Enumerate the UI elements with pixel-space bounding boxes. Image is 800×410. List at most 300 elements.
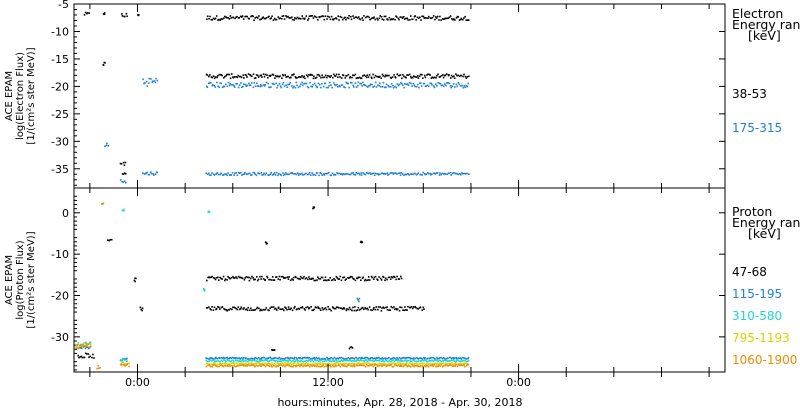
data-point	[312, 84, 314, 86]
data-point	[82, 357, 84, 359]
data-point	[454, 86, 456, 88]
data-point	[277, 361, 279, 363]
data-point	[414, 76, 416, 78]
data-point	[462, 19, 464, 21]
data-point	[364, 363, 366, 365]
data-point	[375, 173, 377, 175]
data-point	[331, 16, 333, 18]
legend-heading-line: [keV]	[748, 28, 781, 43]
data-point	[409, 82, 411, 84]
data-point	[458, 16, 460, 18]
y-tick-label: -5	[58, 0, 69, 11]
data-point	[324, 77, 326, 79]
data-point	[320, 359, 322, 361]
data-point	[281, 18, 283, 20]
data-point	[362, 75, 364, 77]
data-point	[341, 280, 343, 282]
data-point	[122, 181, 124, 183]
data-point	[256, 175, 258, 177]
data-point	[325, 75, 327, 77]
data-point	[261, 276, 263, 278]
data-point	[368, 17, 370, 19]
data-point	[381, 366, 383, 368]
data-point	[399, 306, 401, 308]
data-point	[296, 308, 298, 310]
data-point	[269, 363, 271, 365]
data-point	[453, 75, 455, 77]
data-point	[92, 354, 94, 356]
data-point	[226, 279, 228, 281]
data-point	[91, 357, 93, 359]
data-point	[216, 77, 218, 79]
data-point	[207, 16, 209, 18]
data-point	[375, 19, 377, 21]
data-point	[379, 76, 381, 78]
data-point	[208, 76, 210, 78]
data-point	[243, 357, 245, 359]
data-point	[348, 364, 350, 366]
data-point	[256, 365, 258, 367]
data-point	[451, 358, 453, 360]
data-point	[284, 18, 286, 20]
data-point	[229, 74, 231, 76]
data-point	[126, 358, 128, 360]
data-point	[128, 366, 130, 368]
data-point	[428, 16, 430, 18]
data-point	[258, 85, 260, 87]
data-point	[318, 366, 320, 368]
data-point	[243, 18, 245, 20]
data-point	[261, 76, 263, 78]
data-point	[403, 16, 405, 18]
data-point	[317, 358, 319, 360]
data-point	[344, 358, 346, 360]
data-point	[367, 16, 369, 18]
data-point	[405, 359, 407, 361]
data-point	[156, 172, 158, 174]
data-point	[317, 172, 319, 174]
data-point	[247, 173, 249, 175]
data-point	[257, 75, 259, 77]
data-point	[418, 77, 420, 79]
data-point	[207, 307, 209, 309]
data-point	[258, 308, 260, 310]
data-point	[271, 279, 273, 281]
data-point	[251, 174, 253, 176]
data-point	[207, 358, 209, 360]
data-point	[222, 306, 224, 308]
data-point	[238, 365, 240, 367]
data-point	[124, 359, 126, 361]
data-point	[77, 355, 79, 357]
data-point	[361, 174, 363, 176]
data-point	[350, 309, 352, 311]
data-point	[240, 308, 242, 310]
data-point	[260, 278, 262, 280]
data-point	[89, 356, 91, 358]
data-point	[462, 173, 464, 175]
data-point	[134, 281, 136, 283]
data-point	[446, 18, 448, 20]
data-point	[330, 75, 332, 77]
data-point	[301, 360, 303, 362]
data-point	[426, 17, 428, 19]
data-point	[389, 277, 391, 279]
data-point	[209, 74, 211, 76]
data-point	[300, 83, 302, 85]
data-point	[370, 357, 372, 359]
data-point	[405, 77, 407, 79]
data-point	[443, 362, 445, 364]
data-point	[400, 16, 402, 18]
data-point	[367, 74, 369, 76]
data-point	[434, 19, 436, 21]
data-point	[256, 276, 258, 278]
data-point	[309, 366, 311, 368]
data-point	[224, 76, 226, 78]
data-point	[324, 363, 326, 365]
data-point	[437, 363, 439, 365]
data-point	[440, 357, 442, 359]
data-point	[453, 365, 455, 367]
data-point	[370, 365, 372, 367]
data-point	[273, 74, 275, 76]
data-point	[234, 363, 236, 365]
data-point	[315, 174, 317, 176]
data-point	[433, 85, 435, 87]
data-point	[311, 358, 313, 360]
data-point	[449, 364, 451, 366]
data-point	[229, 18, 231, 20]
data-point	[417, 84, 419, 86]
data-point	[254, 360, 256, 362]
data-point	[456, 358, 458, 360]
data-point	[127, 363, 129, 365]
data-point	[276, 276, 278, 278]
data-point	[274, 77, 276, 79]
data-point	[255, 85, 257, 87]
data-point	[435, 77, 437, 79]
data-point	[121, 361, 123, 363]
data-point	[399, 84, 401, 86]
data-point	[293, 307, 295, 309]
data-point	[301, 75, 303, 77]
data-point	[307, 19, 309, 21]
data-point	[251, 276, 253, 278]
data-point	[274, 349, 276, 351]
data-point	[75, 346, 77, 348]
data-point	[428, 363, 430, 365]
data-point	[277, 175, 279, 177]
data-point	[270, 17, 272, 19]
data-point	[264, 76, 266, 78]
data-point	[275, 357, 277, 359]
data-point	[106, 145, 108, 147]
data-point	[352, 307, 354, 309]
data-point	[382, 86, 384, 88]
data-point	[466, 19, 468, 21]
data-point	[414, 358, 416, 360]
data-point	[362, 307, 364, 309]
data-point	[229, 365, 231, 367]
data-point	[423, 307, 425, 309]
data-point	[366, 77, 368, 79]
data-point	[288, 276, 290, 278]
data-point	[236, 278, 238, 280]
data-point	[218, 174, 220, 176]
data-point	[411, 85, 413, 87]
data-point	[325, 307, 327, 309]
data-point	[243, 83, 245, 85]
data-point	[124, 16, 126, 18]
data-point	[400, 174, 402, 176]
data-point	[221, 75, 223, 77]
data-point	[366, 359, 368, 361]
data-point	[352, 85, 354, 87]
data-point	[273, 306, 275, 308]
data-point	[455, 364, 457, 366]
data-point	[106, 143, 108, 145]
data-point	[317, 276, 319, 278]
data-point	[248, 73, 250, 75]
data-point	[417, 75, 419, 77]
data-point	[423, 83, 425, 85]
data-point	[93, 357, 95, 359]
data-point	[388, 86, 390, 88]
data-point	[326, 280, 328, 282]
data-point	[258, 362, 260, 364]
data-point	[313, 78, 315, 80]
data-point	[247, 307, 249, 309]
data-point	[309, 82, 311, 84]
data-point	[412, 18, 414, 20]
data-point	[253, 87, 255, 89]
data-point	[310, 15, 312, 17]
data-point	[284, 366, 286, 368]
data-point	[284, 86, 286, 88]
data-point	[440, 83, 442, 85]
data-point	[210, 174, 212, 176]
data-point	[307, 306, 309, 308]
data-point	[222, 361, 224, 363]
data-point	[154, 80, 156, 82]
data-point	[277, 85, 279, 87]
data-point	[246, 75, 248, 77]
data-point	[409, 174, 411, 176]
data-point	[437, 74, 439, 76]
data-point	[253, 19, 255, 21]
data-point	[390, 278, 392, 280]
data-point	[302, 174, 304, 176]
data-point	[285, 357, 287, 359]
data-point	[351, 365, 353, 367]
proton-flux-panel	[4, 188, 800, 372]
legend-entry: 115-195	[732, 287, 783, 301]
data-point	[458, 82, 460, 84]
data-point	[248, 277, 250, 279]
data-point	[213, 309, 215, 311]
data-point	[311, 15, 313, 17]
data-point	[362, 358, 364, 360]
data-point	[124, 365, 126, 367]
data-point	[126, 15, 128, 17]
data-point	[316, 17, 318, 19]
data-point	[217, 277, 219, 279]
data-point	[251, 364, 253, 366]
data-point	[418, 172, 420, 174]
data-point	[246, 76, 248, 78]
data-point	[279, 17, 281, 19]
data-point	[361, 85, 363, 87]
data-point	[407, 365, 409, 367]
data-point	[386, 279, 388, 281]
data-point	[248, 83, 250, 85]
data-point	[286, 173, 288, 175]
data-point	[316, 307, 318, 309]
data-point	[458, 364, 460, 366]
data-point	[155, 82, 157, 84]
data-point	[360, 279, 362, 281]
data-point	[300, 18, 302, 20]
data-point	[287, 86, 289, 88]
data-point	[306, 83, 308, 85]
data-point	[422, 172, 424, 174]
data-point	[257, 307, 259, 309]
data-point	[382, 359, 384, 361]
data-point	[258, 76, 260, 78]
data-point	[306, 74, 308, 76]
data-point	[266, 82, 268, 84]
data-point	[388, 360, 390, 362]
data-point	[320, 77, 322, 79]
data-point	[279, 75, 281, 77]
data-point	[324, 174, 326, 176]
data-point	[404, 83, 406, 85]
data-point	[326, 87, 328, 89]
data-point	[317, 364, 319, 366]
data-point	[368, 173, 370, 175]
data-point	[314, 83, 316, 85]
data-point	[120, 179, 122, 181]
data-point	[290, 77, 292, 79]
data-point	[445, 173, 447, 175]
data-point	[427, 358, 429, 360]
data-point	[355, 82, 357, 84]
data-point	[279, 279, 281, 281]
data-point	[346, 173, 348, 175]
data-point	[374, 77, 376, 79]
data-point	[369, 279, 371, 281]
data-point	[142, 308, 144, 310]
data-point	[303, 76, 305, 78]
data-point	[342, 84, 344, 86]
data-point	[376, 364, 378, 366]
data-point	[292, 279, 294, 281]
data-point	[375, 309, 377, 311]
data-point	[399, 278, 401, 280]
data-point	[317, 19, 319, 21]
data-point	[207, 74, 209, 76]
x-tick-label: 0:00	[506, 376, 531, 389]
data-point	[268, 310, 270, 312]
data-point	[422, 77, 424, 79]
data-point	[258, 15, 260, 17]
data-point	[358, 307, 360, 309]
data-point	[295, 87, 297, 89]
data-point	[400, 74, 402, 76]
data-point	[328, 85, 330, 87]
data-point	[461, 358, 463, 360]
y-tick-label: 0	[62, 206, 69, 220]
data-point	[238, 306, 240, 308]
data-point	[320, 87, 322, 89]
data-point	[107, 145, 109, 147]
data-point	[217, 172, 219, 174]
data-point	[227, 85, 229, 87]
data-point	[278, 307, 280, 309]
data-point	[385, 16, 387, 18]
data-point	[260, 86, 262, 88]
data-point	[308, 87, 310, 89]
data-point	[223, 359, 225, 361]
data-point	[427, 17, 429, 19]
data-point	[271, 366, 273, 368]
data-point	[268, 16, 270, 18]
data-point	[87, 12, 89, 14]
data-point	[331, 87, 333, 89]
data-point	[362, 19, 364, 21]
data-point	[333, 358, 335, 360]
data-point	[237, 77, 239, 79]
data-point	[292, 173, 294, 175]
data-point	[463, 17, 465, 19]
data-point	[342, 19, 344, 21]
data-point	[275, 174, 277, 176]
data-point	[151, 173, 153, 175]
data-point	[352, 357, 354, 359]
data-point	[277, 75, 279, 77]
data-point	[357, 309, 359, 311]
data-point	[384, 280, 386, 282]
data-point	[333, 363, 335, 365]
data-point	[468, 360, 470, 362]
data-point	[299, 366, 301, 368]
data-point	[366, 363, 368, 365]
data-point	[391, 172, 393, 174]
data-point	[296, 82, 298, 84]
data-point	[75, 347, 77, 349]
data-point	[284, 174, 286, 176]
data-point	[233, 361, 235, 363]
data-point	[345, 278, 347, 280]
data-point	[215, 18, 217, 20]
data-point	[299, 279, 301, 281]
data-point	[436, 17, 438, 19]
data-point	[269, 279, 271, 281]
data-point	[312, 278, 314, 280]
data-point	[399, 172, 401, 174]
data-point	[310, 306, 312, 308]
data-point	[354, 306, 356, 308]
data-point	[384, 16, 386, 18]
data-point	[250, 308, 252, 310]
data-point	[250, 278, 252, 280]
data-point	[333, 74, 335, 76]
data-point	[244, 279, 246, 281]
data-point	[292, 310, 294, 312]
data-point	[242, 278, 244, 280]
data-point	[241, 306, 243, 308]
